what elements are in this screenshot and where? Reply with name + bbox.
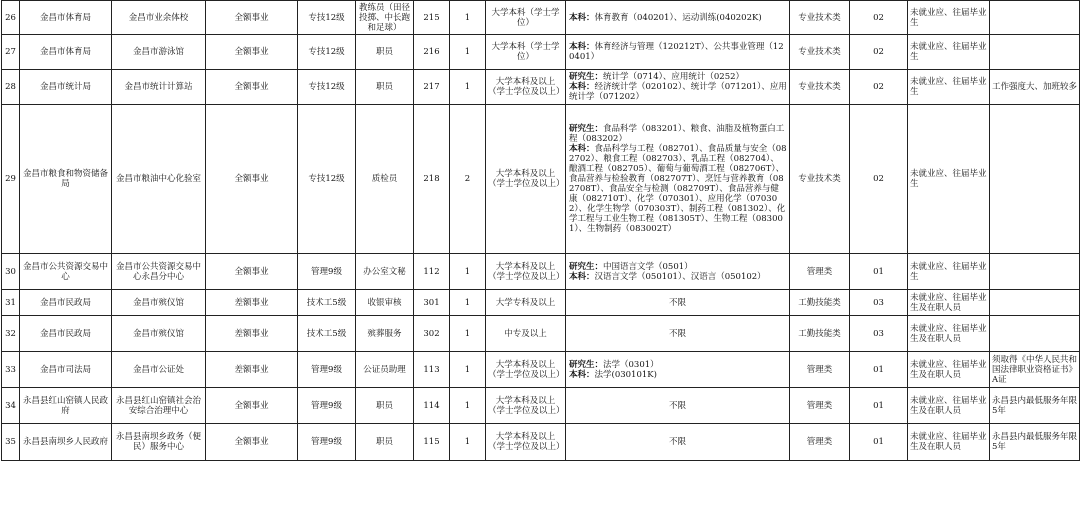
post-name-cell: 办公室文秘 [356, 254, 414, 290]
table-row [2, 1, 1080, 35]
major-text: 食品科学与工程（082701）、食品质量与安全（082702）、粮食工程（082703）、乳品工程（082704）、酿酒工程（082705）、葡萄与葡萄酒工程（082706T）、食品营养与检验教育（082707T）、烹饪与营养教育（082708T）、食品安全与检测（082709T）、食品营养与健康（082710T）、化学（070301）、应用化学（070302）、化学生物学（070303T）、制药工程（081302）、化学工程与工业生物工程（081305T）、生物工程（083001）、生物制药（083002T） [569, 144, 787, 234]
post-level-cell: 管理9级 [298, 254, 356, 290]
major-text: 不限 [668, 328, 686, 339]
major-heading: 本科： [569, 369, 595, 380]
major-text: 体育教育（040201）、运动训练(040202K) [594, 12, 762, 23]
post-category-cell: 工勤技能类 [790, 290, 850, 316]
post-name-cell: 教练员（田径投掷、中长跑和足球） [356, 1, 414, 35]
unit-cell: 金昌市游泳馆 [112, 35, 206, 70]
education-cell: 大学本科及以上（学士学位及以上） [486, 352, 566, 388]
major-text: 法学（0301） [603, 359, 659, 370]
education-cell: 中专及以上 [486, 316, 566, 352]
category-code-cell: 01 [850, 424, 908, 461]
row-number: 26 [2, 1, 20, 35]
post-code-cell: 112 [414, 254, 450, 290]
note-cell: 工作强度大、加班较多 [990, 70, 1080, 105]
post-code-cell: 113 [414, 352, 450, 388]
post-category-cell: 管理类 [790, 254, 850, 290]
row-number: 28 [2, 70, 20, 105]
major-text: 汉语言文学（050101）、汉语言（050102） [594, 271, 766, 282]
table-row [2, 70, 1080, 105]
category-code-cell: 01 [850, 352, 908, 388]
row-number: 31 [2, 290, 20, 316]
category-code-cell: 02 [850, 105, 908, 254]
table-row [2, 35, 1080, 70]
education-cell: 大学本科及以上（学士学位及以上） [486, 70, 566, 105]
major-requirement-cell [566, 1, 790, 35]
recruitment-table [1, 0, 1080, 461]
education-cell: 大学本科（学士学位） [486, 1, 566, 35]
post-category-cell: 管理类 [790, 388, 850, 424]
unit-cell: 金昌市粮油中心化验室 [112, 105, 206, 254]
row-number: 32 [2, 316, 20, 352]
applicant-scope-cell: 未就业应、往届毕业生 [908, 254, 990, 290]
major-text: 食品科学（083201）、粮食、油脂及植物蛋白工程（083202） [569, 124, 785, 144]
major-text: 法学(030101K) [594, 369, 657, 380]
applicant-scope-cell: 未就业应、往届毕业生 [908, 35, 990, 70]
education-cell: 大学本科及以上（学士学位及以上） [486, 254, 566, 290]
major-heading: 研究生： [569, 359, 604, 370]
post-category-cell: 管理类 [790, 424, 850, 461]
row-number: 35 [2, 424, 20, 461]
major-heading: 本科： [569, 12, 595, 23]
note-cell: 永昌县内最低服务年限5年 [990, 388, 1080, 424]
major-requirement-cell [566, 424, 790, 461]
major-requirement-cell [566, 290, 790, 316]
note-cell [990, 290, 1080, 316]
funding-type-cell: 全额事业 [206, 424, 298, 461]
post-code-cell: 216 [414, 35, 450, 70]
post-level-cell: 专技12级 [298, 1, 356, 35]
table-row [2, 424, 1080, 461]
hire-count-cell: 1 [450, 316, 486, 352]
post-level-cell: 专技12级 [298, 70, 356, 105]
post-level-cell: 技术工5级 [298, 316, 356, 352]
hire-count-cell: 1 [450, 424, 486, 461]
post-name-cell: 公证员助理 [356, 352, 414, 388]
department-cell: 永昌县红山窑镇人民政府 [20, 388, 112, 424]
applicant-scope-cell: 未就业应、往届毕业生及在职人员 [908, 424, 990, 461]
post-name-cell: 质检员 [356, 105, 414, 254]
row-number: 33 [2, 352, 20, 388]
table-row [2, 388, 1080, 424]
post-level-cell: 管理9级 [298, 388, 356, 424]
post-code-cell: 115 [414, 424, 450, 461]
note-cell: 须取得《中华人民共和国法律职业资格证书》A证 [990, 352, 1080, 388]
row-number: 30 [2, 254, 20, 290]
category-code-cell: 01 [850, 254, 908, 290]
row-number: 29 [2, 105, 20, 254]
note-cell [990, 105, 1080, 254]
category-code-cell: 01 [850, 388, 908, 424]
category-code-cell: 03 [850, 290, 908, 316]
major-text: 体育经济与管理（120212T）、公共事业管理（120401） [569, 42, 784, 62]
table-row [2, 290, 1080, 316]
department-cell: 金昌市统计局 [20, 70, 112, 105]
applicant-scope-cell: 未就业应、往届毕业生及在职人员 [908, 316, 990, 352]
category-code-cell: 03 [850, 316, 908, 352]
major-requirement-cell [566, 316, 790, 352]
department-cell: 金昌市司法局 [20, 352, 112, 388]
post-code-cell: 114 [414, 388, 450, 424]
post-name-cell: 殡葬服务 [356, 316, 414, 352]
applicant-scope-cell: 未就业应、往届毕业生及在职人员 [908, 352, 990, 388]
unit-cell: 金昌市公证处 [112, 352, 206, 388]
unit-cell: 永昌县红山窑镇社会治安综合治理中心 [112, 388, 206, 424]
hire-count-cell: 1 [450, 388, 486, 424]
major-text: 不限 [668, 400, 686, 411]
hire-count-cell: 1 [450, 1, 486, 35]
applicant-scope-cell: 未就业应、往届毕业生 [908, 70, 990, 105]
category-code-cell: 02 [850, 1, 908, 35]
category-code-cell: 02 [850, 70, 908, 105]
major-text: 经济统计学（020102）、统计学（071201）、应用统计学（071202） [569, 82, 787, 102]
department-cell: 金昌市民政局 [20, 290, 112, 316]
row-number: 34 [2, 388, 20, 424]
major-text: 统计学（0714）、应用统计（0252） [603, 72, 745, 82]
table-row [2, 254, 1080, 290]
major-heading: 研究生： [569, 124, 604, 134]
major-heading: 本科： [569, 144, 595, 154]
applicant-scope-cell: 未就业应、往届毕业生 [908, 1, 990, 35]
category-code-cell: 02 [850, 35, 908, 70]
major-heading: 研究生： [569, 261, 604, 272]
hire-count-cell: 1 [450, 35, 486, 70]
major-heading: 本科： [569, 82, 595, 92]
education-cell: 大学专科及以上 [486, 290, 566, 316]
funding-type-cell: 差额事业 [206, 290, 298, 316]
post-level-cell: 专技12级 [298, 35, 356, 70]
unit-cell: 金昌市殡仪馆 [112, 316, 206, 352]
unit-cell: 金昌市公共资源交易中心永昌分中心 [112, 254, 206, 290]
applicant-scope-cell: 未就业应、往届毕业生及在职人员 [908, 388, 990, 424]
note-cell [990, 1, 1080, 35]
funding-type-cell: 全额事业 [206, 1, 298, 35]
post-category-cell: 专业技术类 [790, 105, 850, 254]
major-text: 中国语言文学（0501） [603, 261, 693, 272]
funding-type-cell: 全额事业 [206, 70, 298, 105]
major-requirement-cell [566, 70, 790, 105]
table-row [2, 352, 1080, 388]
major-requirement-cell [566, 35, 790, 70]
note-cell [990, 254, 1080, 290]
post-name-cell: 职员 [356, 388, 414, 424]
post-code-cell: 215 [414, 1, 450, 35]
unit-cell: 金昌市业余体校 [112, 1, 206, 35]
post-category-cell: 管理类 [790, 352, 850, 388]
post-level-cell: 专技12级 [298, 105, 356, 254]
post-category-cell: 工勤技能类 [790, 316, 850, 352]
education-cell: 大学本科及以上（学士学位及以上） [486, 105, 566, 254]
funding-type-cell: 全额事业 [206, 388, 298, 424]
post-name-cell: 职员 [356, 70, 414, 105]
post-name-cell: 收银审核 [356, 290, 414, 316]
department-cell: 金昌市粮食和物资储备局 [20, 105, 112, 254]
unit-cell: 金昌市统计计算站 [112, 70, 206, 105]
major-text: 不限 [668, 297, 686, 308]
major-heading: 本科： [569, 271, 595, 282]
department-cell: 永昌县南坝乡人民政府 [20, 424, 112, 461]
funding-type-cell: 差额事业 [206, 316, 298, 352]
department-cell: 金昌市公共资源交易中心 [20, 254, 112, 290]
unit-cell: 金昌市殡仪馆 [112, 290, 206, 316]
major-requirement-cell [566, 388, 790, 424]
department-cell: 金昌市体育局 [20, 1, 112, 35]
funding-type-cell: 差额事业 [206, 352, 298, 388]
post-code-cell: 301 [414, 290, 450, 316]
post-code-cell: 217 [414, 70, 450, 105]
post-category-cell: 专业技术类 [790, 1, 850, 35]
major-heading: 研究生： [569, 72, 604, 82]
education-cell: 大学本科及以上（学士学位及以上） [486, 424, 566, 461]
note-cell [990, 35, 1080, 70]
major-requirement-cell [566, 105, 790, 254]
note-cell [990, 316, 1080, 352]
post-category-cell: 专业技术类 [790, 35, 850, 70]
row-number: 27 [2, 35, 20, 70]
funding-type-cell: 全额事业 [206, 254, 298, 290]
post-level-cell: 技术工5级 [298, 290, 356, 316]
post-code-cell: 218 [414, 105, 450, 254]
table-row [2, 105, 1080, 254]
post-name-cell: 职员 [356, 35, 414, 70]
education-cell: 大学本科及以上（学士学位及以上） [486, 388, 566, 424]
major-heading: 本科： [569, 42, 595, 52]
major-text: 不限 [668, 437, 686, 447]
department-cell: 金昌市体育局 [20, 35, 112, 70]
table-row [2, 316, 1080, 352]
note-cell: 永昌县内最低服务年限5年 [990, 424, 1080, 461]
hire-count-cell: 1 [450, 352, 486, 388]
department-cell: 金昌市民政局 [20, 316, 112, 352]
post-name-cell: 职员 [356, 424, 414, 461]
applicant-scope-cell: 未就业应、往届毕业生及在职人员 [908, 290, 990, 316]
hire-count-cell: 1 [450, 70, 486, 105]
unit-cell: 永昌县南坝乡政务（便民）服务中心 [112, 424, 206, 461]
hire-count-cell: 1 [450, 254, 486, 290]
post-level-cell: 管理9级 [298, 352, 356, 388]
major-requirement-cell [566, 254, 790, 290]
hire-count-cell: 1 [450, 290, 486, 316]
post-code-cell: 302 [414, 316, 450, 352]
post-level-cell: 管理9级 [298, 424, 356, 461]
applicant-scope-cell: 未就业应、往届毕业生 [908, 105, 990, 254]
funding-type-cell: 全额事业 [206, 105, 298, 254]
education-cell: 大学本科（学士学位） [486, 35, 566, 70]
funding-type-cell: 全额事业 [206, 35, 298, 70]
post-category-cell: 专业技术类 [790, 70, 850, 105]
hire-count-cell: 2 [450, 105, 486, 254]
major-requirement-cell [566, 352, 790, 388]
